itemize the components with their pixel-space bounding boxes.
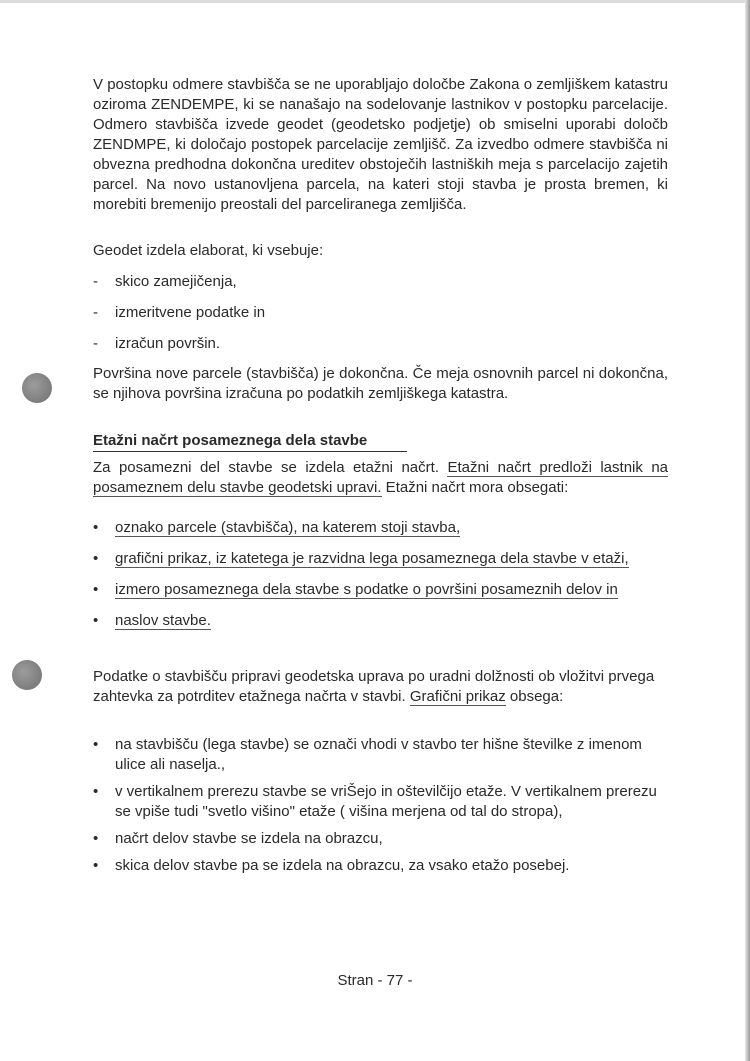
- list-item: • v vertikalnem prerezu stavbe se vriŠejo in oštevilčijo etaže. V vertikalnem prerezu se vpiše tudi "svetlo višino" etaže ( višina merjena od tal do stropa),: [93, 783, 657, 820]
- list-item: • načrt delov stavbe se izdela na obrazcu,: [93, 830, 383, 847]
- paragraph-etazni: Za posamezni del stavbe se izdela etažni načrt. Etažni načrt predloži lastnik na posameznem delu stavbe geodetski upravi. Etažni načrt mora obsegati:: [93, 459, 669, 496]
- elaborat-intro: Geodet izdela elaborat, ki vsebuje:: [93, 242, 324, 259]
- document-body: [93, 75, 668, 876]
- elaborat-list: [93, 272, 668, 354]
- section-heading: Etažni načrt posameznega dela stavbe: [93, 431, 407, 452]
- paragraph-area: Površina nove parcele (stavbišča) je dokončna. Če meja osnovnih parcel ni dokončna, se njihova površina izračuna po podatkih zemljiškega katastra.: [93, 365, 668, 402]
- page-right-edge: [745, 0, 750, 1061]
- list-item: • skica delov stavbe pa se izdela na obrazcu, za vsako etažo posebej.: [93, 857, 570, 874]
- list-item: - izmeritvene podatke in: [93, 304, 266, 321]
- page-number: Stran - 77 -: [337, 972, 413, 989]
- list-item: - skico zamejičenja,: [93, 273, 237, 290]
- paragraph-survey: Podatke o stavbišču pripravi geodetska uprava po uradni dolžnosti ob vložitvi prvega zahtevka za potrditev etažnega načrta v stavbi. Grafični prikaz obsega:: [93, 668, 655, 705]
- paragraph-odmera: V postopku odmere stavbišča se ne uporabljajo določbe Zakona o zemljiškem katastru oziroma ZENDEMPE, ki se nanašajo na sodelovanje lastnikov v postopku parcelacije. Odmero stavbišča izvede geodet (geodetsko podjetje) ob smiselni uporabi določb ZENDMPE, ki določajo postopek parcelacije zemljišč. Za izvedbo odmere stavbišča ni obvezna predhodna dokončna ureditev obstoječih lastniških meja s parcelacijo zajetih parcel. Na novo ustanovljena parcela, na kateri stoji stavba je prosta bremen, ki morebiti bremenijo preostali del parceliranega zemljišča.: [93, 76, 668, 213]
- punch-hole: [22, 373, 52, 403]
- list-item: • naslov stavbe.: [93, 612, 211, 629]
- page-top-edge: [0, 0, 750, 3]
- list-item: • grafični prikaz, iz katetega je razvidna lega posameznega dela stavbe v etaži,: [93, 550, 629, 567]
- list-item: • oznako parcele (stavbišča), na katerem stoji stavba,: [93, 519, 461, 536]
- list-item: • izmero posameznega dela stavbe s podatke o površini posameznih delov in: [93, 581, 618, 598]
- list-item: - izračun površin.: [93, 335, 221, 352]
- punch-hole: [12, 660, 42, 690]
- etazni-bullet-list: [93, 518, 668, 631]
- graficni-bullet-list: [93, 735, 668, 876]
- list-item: • na stavbišču (lega stavbe) se označi vhodi v stavbo ter hišne številke z imenom ulice ali naselja.,: [93, 736, 642, 773]
